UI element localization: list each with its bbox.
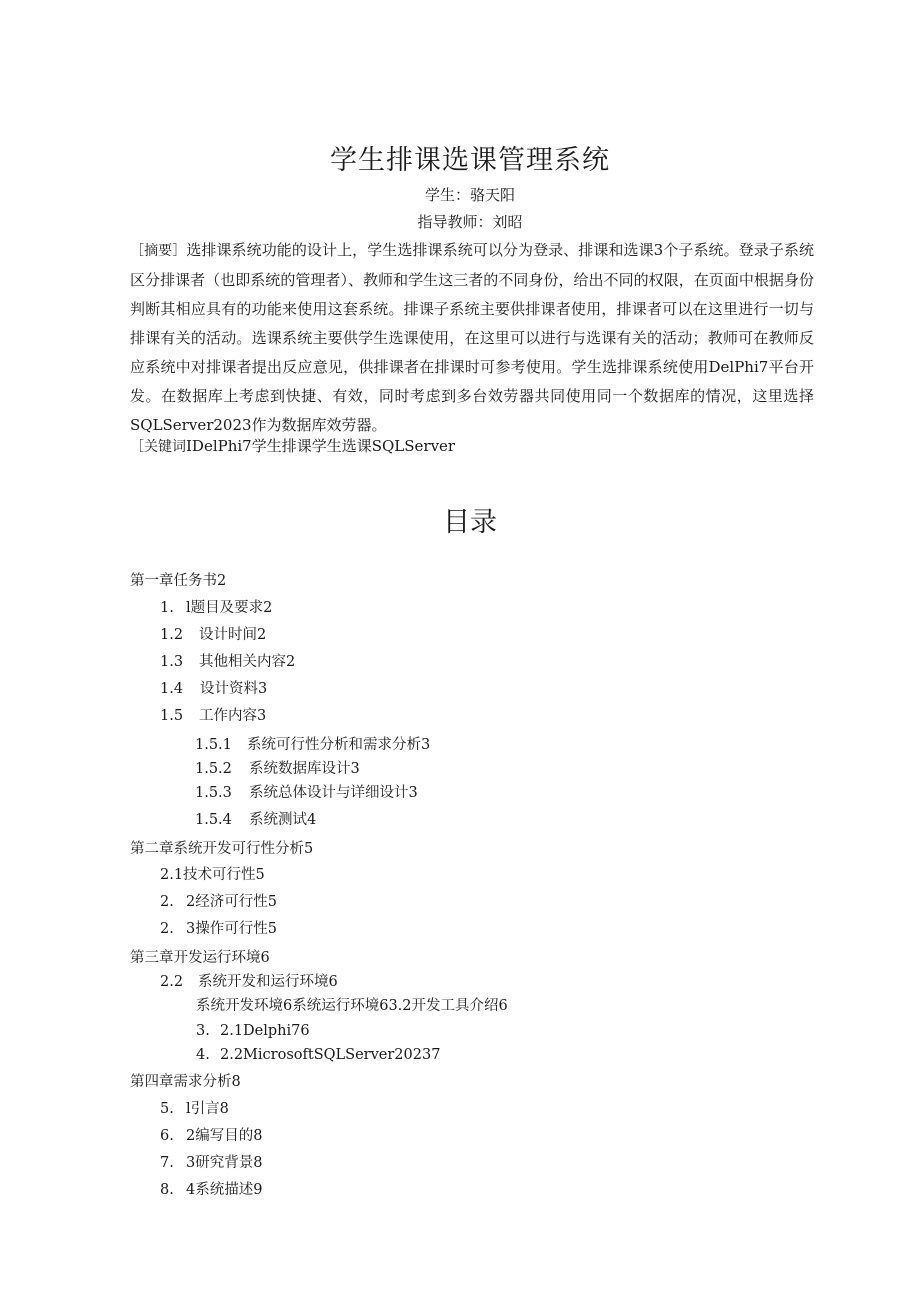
toc-entry[interactable]: 2.2 系统开发和运行环境6	[160, 974, 338, 990]
toc-entry[interactable]: 2.1技术可行性5	[160, 867, 265, 883]
toc-entry[interactable]: 7. 3研究背景8	[160, 1155, 263, 1171]
toc-entry[interactable]: 3. 2.1Delphi76	[196, 1023, 310, 1039]
toc-entry[interactable]: 8. 4系统描述9	[160, 1182, 263, 1198]
document-title: 学生排课选课管理系统	[330, 145, 610, 176]
toc-entry[interactable]: 第一章任务书2	[130, 573, 227, 589]
abstract-text: 选排课系统功能的设计上，学生选排课系统可以分为登录、排课和选课3个子系统。登录子系统区分排课者（也即系统的管理者）、教师和学生这三者的不同身份，给出不同的权限，在页面中根据身份判断其相应具有的功能来使用这套系统。排课子系统主要供排课者使用，排课者可以在这里进行一切与排课有关的活动。选课系统主要供学生选课使用，在这里可以进行与选课有关的活动；教师可在教师反应系统中对排课者提出反应意见，供排课者在排课时可参考使用。学生选排课系统使用DelPhi7平台开发。在数据库上考虑到快捷、有效，同时考虑到多台效劳器共同使用同一个数据库的情况，这里选择SQLServer2023作为数据库效劳器。	[130, 241, 814, 434]
toc-entry[interactable]: 1.2 设计时间2	[160, 627, 267, 643]
toc-entry[interactable]: 第三章开发运行环境6	[130, 950, 270, 966]
student-line: 学生：骆天阳	[424, 186, 515, 204]
keywords-line	[130, 432, 814, 461]
abstract-tag: ［摘要］	[130, 243, 187, 259]
keywords-text: IDelPhi7学生排课学生选课SQLServer	[186, 437, 456, 455]
toc-entry[interactable]: 1.5.1 系统可行性分析和需求分析3	[195, 737, 431, 753]
toc-entry[interactable]: 1.5.2 系统数据库设计3	[195, 761, 360, 777]
toc-entry[interactable]: 1.4 设计资料3	[160, 681, 268, 697]
toc-entry[interactable]: 1.5 工作内容3	[160, 708, 267, 724]
toc-entry[interactable]: 1.3 其他相关内容2	[160, 654, 296, 670]
toc-entry[interactable]: 2. 3操作可行性5	[160, 921, 277, 937]
toc-entry[interactable]: 系统开发环境6系统运行环境63.2开发工具介绍6	[196, 998, 508, 1014]
toc-heading: 目录	[443, 507, 497, 538]
toc-entry[interactable]: 第四章需求分析8	[130, 1074, 241, 1090]
toc-entry[interactable]: 1. l题目及要求2	[160, 600, 273, 616]
toc-entry[interactable]: 4. 2.2MicrosoftSQLServer20237	[196, 1047, 441, 1063]
toc-entry[interactable]: 2. 2经济可行性5	[160, 894, 277, 910]
toc-entry[interactable]: 1.5.3 系统总体设计与详细设计3	[195, 785, 418, 801]
keywords-tag: ［关键词	[130, 439, 186, 455]
toc-entry[interactable]: 5. l引言8	[160, 1101, 229, 1117]
abstract-paragraph	[130, 236, 814, 440]
toc-entry[interactable]: 第二章系统开发可行性分析5	[130, 841, 314, 857]
toc-entry[interactable]: 6. 2编写目的8	[160, 1128, 263, 1144]
toc-entry[interactable]: 1.5.4 系统测试4	[195, 812, 317, 828]
advisor-line: 指导教师：刘昭	[417, 213, 523, 231]
